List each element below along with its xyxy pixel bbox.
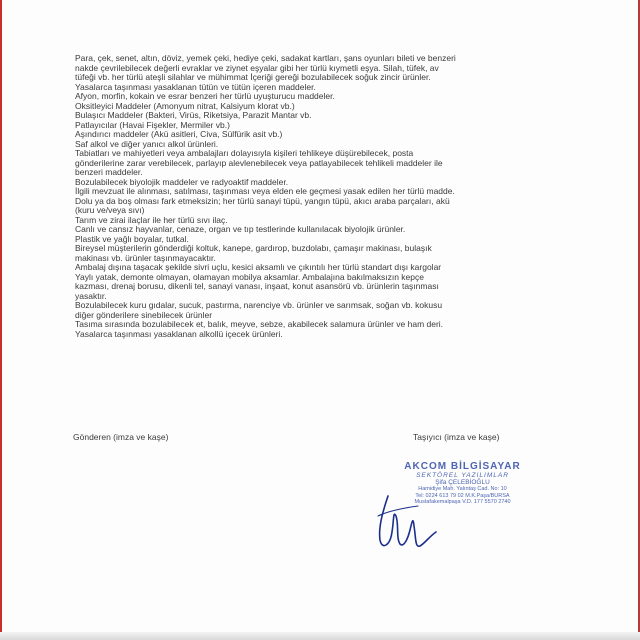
text-line: gönderilerine zarar verebilecek, parlayıp alevlenebilecek veya patlayabilecek tehlikeli maddeler ile: [75, 157, 443, 168]
text-line: (kuru ve/veya sıvı): [75, 205, 145, 215]
text-line: Patlayıcılar (Havai Fişekler, Mermiler vb.): [75, 119, 230, 130]
text-line: Ambalaj dışına taşacak şekilde sivri uçlu, kesici aksamlı ve çıkıntılı her türlü standart dışı kargolar: [75, 262, 442, 272]
text-line: Oksitleyici Maddeler (Amonyum nitrat, Kalsiyum klorat vb.): [75, 100, 295, 111]
text-line: Bulaşıcı Maddeler (Bakteri, Virüs, Riketsiya, Parazit Mantar vb.: [75, 110, 312, 120]
handwritten-signature: [366, 486, 446, 556]
sender-signature-label: Gönderen (imza ve kaşe): [73, 432, 169, 442]
text-line: Yaylı yatak, demonte olmayan, olamayan mobilya aksamlar. Ambalajına bakılmaksızın kepçe: [75, 271, 424, 282]
text-line: Bozulabilecek biyolojik maddeler ve radyoaktif maddeler.: [75, 176, 289, 187]
text-line: kazması, drenaj borusu, dikenli tel, sanayi vanası, inşaat, konut asansörü vb. ürünlerin taşınması: [75, 281, 439, 291]
page-edge-left: [0, 0, 2, 640]
text-line: benzeri maddeler.: [75, 167, 143, 177]
stamp-company: AKCOM BİLGİSAYAR: [404, 461, 521, 472]
carrier-signature-label: Taşıyıcı (imza ve kaşe): [413, 432, 500, 442]
text-line: Saf alkol ve diğer yanıcı alkol ürünleri.: [75, 138, 219, 149]
text-line: Para, çek, senet, altın, döviz, yemek çeki, hediye çeki, sadakat kartları, şans oyunları bileti ve benzeri: [75, 53, 456, 63]
stamp-phone: Tel: 0224 613 79 02 M.K.Paşa/BURSA: [415, 492, 510, 499]
page-edge-bottom: [0, 632, 640, 640]
text-line: makinası vb. ürünler taşınmayacaktır.: [75, 252, 216, 263]
text-line: Aşındırıcı maddeler (Akü asitleri, Civa, Sülfürik asit vb.): [75, 129, 283, 139]
text-line: tüfeği vb. her türlü ateşli silahlar ve mühimmat İçeriği gereği bozulabilecek soğuk zincir ürünler.: [75, 72, 431, 82]
stamp-tax: Mustafakemalpaşa V.D. 177 5570 2740: [414, 499, 511, 505]
text-line: yasaktır.: [75, 290, 107, 301]
text-line: Tabiatları ve mahiyetleri veya ambalajları dolayısıyla kişileri tehlikeye düşürebilecek, posta: [75, 148, 414, 158]
text-line: Yasalarca taşınması yasaklanan alkollü içecek ürünleri.: [75, 328, 283, 339]
text-line: Afyon, morfin, kokain ve esrar benzeri her türlü uyuşturucu maddeler.: [75, 91, 335, 101]
stamp-address: Hamidiye Mah. Yalıntaş Cad. No: 10: [418, 486, 507, 492]
text-line: İlgili mevzuat ile alınması, satılması, taşınması veya elden ele geçmesi yasak edilen her türlü madde.: [75, 186, 455, 196]
text-line: Bireysel müşterilerin gönderdiği koltuk, kanepe, gardırop, buzdolabı, çamaşır makinası, bulaşık: [75, 243, 432, 253]
text-line: Plastik ve yağlı boyalar, tutkal.: [75, 233, 189, 244]
text-line: Dolu ya da boş olması fark etmeksizin; her türlü sanayi tüpü, yangın tüpü, akıcı araba parçaları, akü: [75, 195, 450, 206]
text-line: Yasalarca taşınması yasaklanan tütün ve tütün içeren maddeler.: [75, 81, 316, 92]
stamp-owner: Şifa ÇELEBİOĞLU: [435, 479, 490, 486]
text-line: Tarım ve zirai ilaçlar ile her türlü sıvı ilaç.: [75, 214, 228, 225]
text-line: Tasıma sırasında bozulabilecek et, balık, meyve, sebze, akabilecek salamura ürünler ve ham deri.: [75, 319, 444, 329]
text-line: Canlı ve cansız hayvanlar, cenaze, organ ve tıp testlerinde kullanılacak biyolojik ürünler.: [75, 224, 406, 234]
text-line: nakde çevrilebilecek değerli evraklar ve ziynet eşyalar gibi her türlü kıymetli eşya. Silah, tüfek, av: [75, 62, 439, 73]
text-line: Bozulabilecek kuru gıdalar, sucuk, pastırma, narenciye vb. ürünler ve sarımsak, soğan vb. kokusu: [75, 300, 443, 310]
stamp-subtitle: SEKTÖREL YAZILIMLAR: [416, 472, 509, 479]
prohibited-items-list: [75, 54, 555, 339]
text-line: diğer gönderilere sinebilecek ürünler: [75, 309, 213, 320]
